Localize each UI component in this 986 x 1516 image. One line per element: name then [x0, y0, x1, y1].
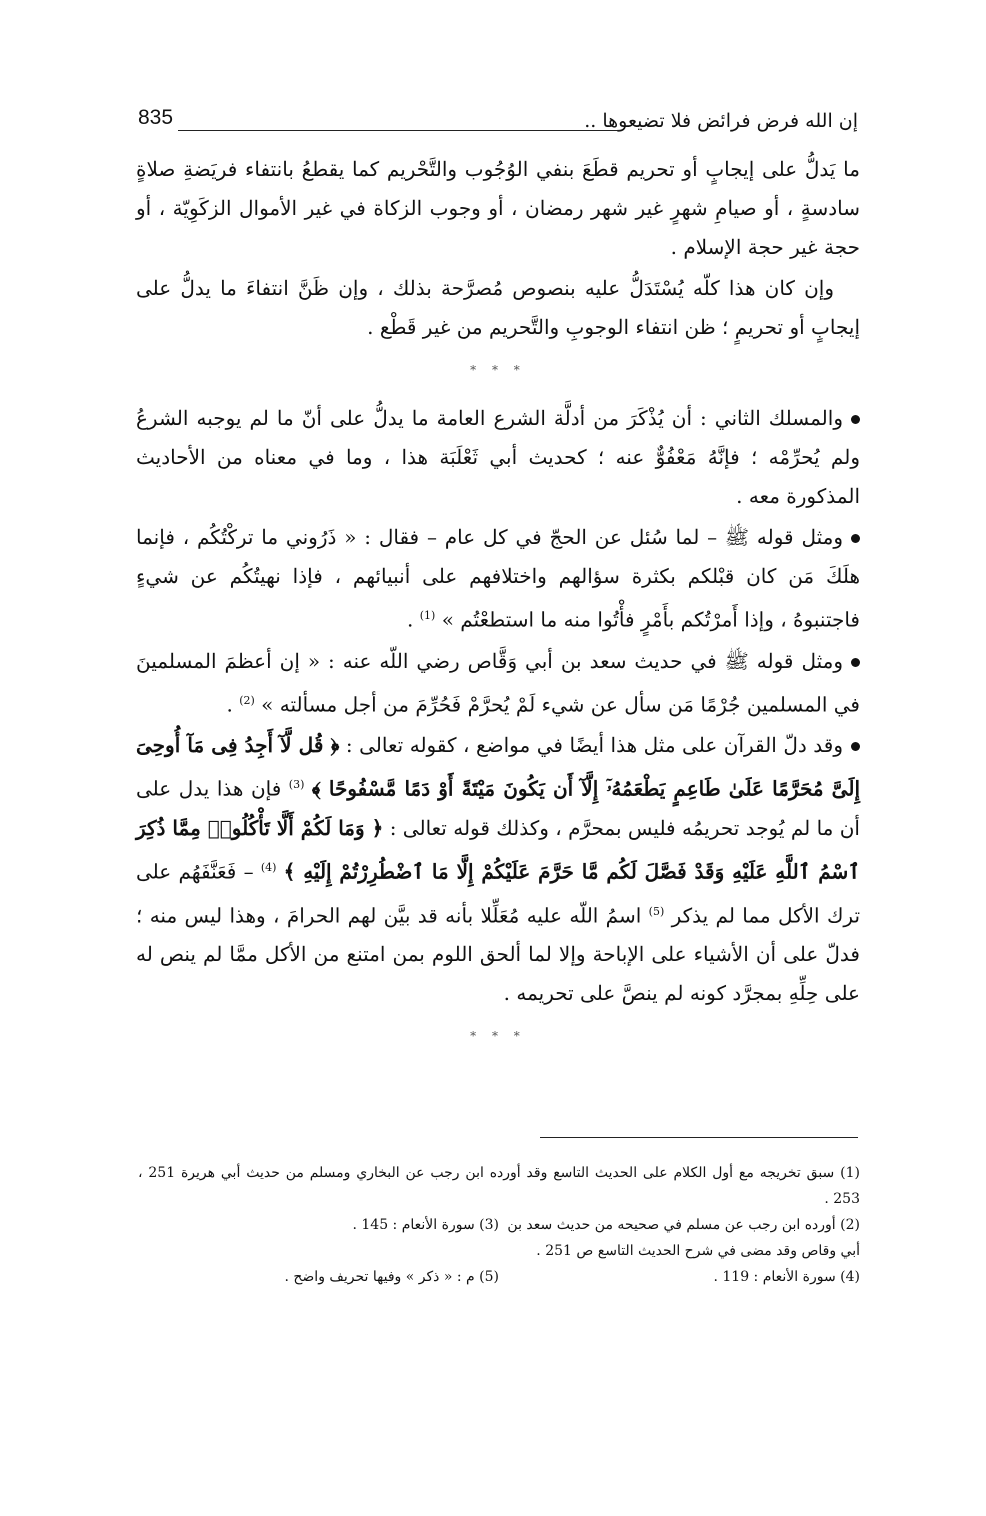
footnote-ref-3: (3) — [288, 778, 305, 792]
paragraph-6-end: اسمُ اللّه عليه مُعَلِّلا بأنه قد بيَّن لهم الحرامَ ، وهذا ليس منه ؛ فدلّ على أن الأشياء على الإباحة وإلا لما ألحق اللوم بمن امتنع من الأكل ممَّا لم ينص له على حِلِّهِ بمجرَّد كونه لم ينصَّ على تحريمه . — [136, 903, 860, 1006]
footnote-3: (3) سورة الأنعام : 145 . — [352, 1217, 499, 1233]
footnotes — [138, 1160, 860, 1290]
running-title: إن الله فرض فرائض فلا تضيعوها .. — [584, 110, 858, 132]
page-header — [138, 106, 858, 140]
footnote-4: (4) سورة الأنعام : 119 . — [713, 1269, 860, 1285]
paragraph-2: وإن كان هذا كلّه يُسْتَدَلُّ عليه بنصوص مُصرَّحة بذلك ، وإن ظَنَّ انتفاءَ ما يدلُّ على إيجابٍ أو تحريمٍ ؛ ظن انتفاء الوجوبِ والتَّحريم من غير قَطْع . — [136, 276, 860, 339]
footnote-rule — [540, 1137, 858, 1138]
paragraph-6-continuation: – فَعَنَّفَهُم على ترك الأكل مما لم يذكر — [136, 859, 861, 928]
bullet-icon — [851, 534, 860, 543]
footnote-ref-5: (5) — [648, 904, 665, 918]
header-rule — [178, 130, 620, 131]
footnote-5: (5) م : « ذكر » وفيها تحريف واضح . — [284, 1269, 499, 1285]
paragraph-4-text: ومثل قوله ﷺ – لما سُئل عن الحجّ في كل عام – فقال : « ذَرُوني ما تركْتُكُم ، فإنما هلَكَ مَن كان قبْلكم بكثرة سؤالهم واختلافهم على أنبيائهم ، فإذا نهيتُكُم عن شيءٍ فاجتنبوهُ ، وإذا أَمرْتُكم بأَمْرٍ فأْتُوا منه ما استطعْتُم » — [136, 525, 860, 632]
paragraph-6-middle: فإن هذا يدل على أن ما لم يُوجد تحريمُه فليس بمحرَّم ، وكذلك قوله تعالى : — [136, 776, 860, 840]
footnote-row-2-3 — [138, 1212, 860, 1264]
footnote-ref-4: (4) — [260, 860, 277, 874]
main-text — [136, 150, 860, 1065]
bullet-icon — [851, 742, 860, 751]
paragraph-5: ومثل قوله ﷺ في حديث سعد بن أبي وَقَّاص رضي اللّه عنه : « إن أعظمَ المسلمينَ في المسلمين جُرْمًا مَن سأل عن شيء لَمْ يُحرَّمْ فَحُرِّمَ من أجل مسألته » $^{(2)}$ . — [136, 648, 860, 717]
quran-verse-2: ﴿ وَمَا لَكُمْ أَلَّا تَأْكُلُوا۟ مِمَّا ذُكِرَ ٱسْمُ ٱللَّهِ عَلَيْهِ وَقَدْ فَصَّلَ لَكُم مَّا حَرَّمَ عَلَيْكُمْ إِلَّا مَا ٱضْطُرِرْتُمْ إِلَيْهِ ﴾ — [136, 815, 861, 884]
page-number: 835 — [138, 106, 174, 129]
paragraph-3-text: والمسلك الثاني : أن يُذْكَرَ من أدلَّة الشرع العامة ما يدلُّ على أنّ ما لم يوجبه الشرعُ ولم يُحرِّمْه ؛ فإنَّهُ مَعْفُوٌّ عنه ؛ كحديث أبي ثَعْلَبَة هذا ، وما في معناه من الأحاديث المذكورة معه . — [136, 406, 860, 508]
paragraph-5-text: ومثل قوله ﷺ في حديث سعد بن أبي وَقَّاص رضي اللّه عنه : « إن أعظمَ المسلمينَ في المسلمين جُرْمًا مَن سأل عن شيء لَمْ يُحرَّمْ فَحُرِّمَ من أجل مسألته » — [136, 648, 860, 717]
quran-verse-1: ﴿ قُل لَّآ أَجِدُ فِى مَآ أُوحِىَ إِلَىَّ مُحَرَّمًا عَلَىٰ طَاعِمٍ يَطْعَمُهُۥٓ إِلَّآ أَن يَكُونَ مَيْتَةً أَوْ دَمًا مَّسْفُوحًا ﴾ — [136, 733, 861, 801]
section-separator-2: * * * — [470, 1029, 526, 1044]
section-separator: * * * — [470, 363, 526, 377]
paragraph-6 — [136, 726, 860, 1013]
bullet-icon — [851, 658, 860, 667]
footnote-ref-1: (1) — [419, 609, 436, 622]
paragraph-4: ومثل قوله ﷺ – لما سُئل عن الحجّ في كل عام – فقال : « ذَرُوني ما تركْتُكُم ، فإنما هلَكَ مَن كان قبْلكم بكثرة سؤالهم واختلافهم على أنبيائهم ، فإذا نهيتُكُم عن شيءٍ فاجتنبوهُ ، وإذا أَمرْتُكم بأَمْرٍ فأْتُوا منه ما استطعْتُم » $^{(1)}$ . — [136, 525, 860, 632]
bullet-icon — [851, 415, 860, 424]
footnote-ref-2: (2) — [239, 693, 255, 707]
footnote-2: (2) أورده ابن رجب عن مسلم في صحيحه من حديث سعد بن أبي وقاص وقد مضى في شرح الحديث التاسع ص 251 . — [507, 1217, 860, 1259]
footnote-row-4-5 — [138, 1264, 860, 1290]
paragraph-3 — [136, 399, 860, 516]
paragraph-6-intro: وقد دلّ القرآن على مثل هذا أيضًا في مواضع ، كقوله تعالى : — [345, 733, 843, 758]
paragraph-1: ما يَدلُّ على إيجابٍ أو تحريم قطَعَ بنفي الوُجُوب والتَّحْريم كما يقطعُ بانتفاء فريَضةِ صلاةٍ سادسةٍ ، أو صيامِ شهرٍ غير شهر رمضان ، أو وجوب الزكاة في غير الأموال الزكَوِيّة ، أو حجة غير حجة الإسلام . — [136, 157, 860, 259]
footnote-1: (1) سبق تخريجه مع أول الكلام على الحديث التاسع وقد أورده ابن رجب عن البخاري ومسلم من حديث أبي هريرة 251 ، 253 . — [138, 1165, 860, 1207]
